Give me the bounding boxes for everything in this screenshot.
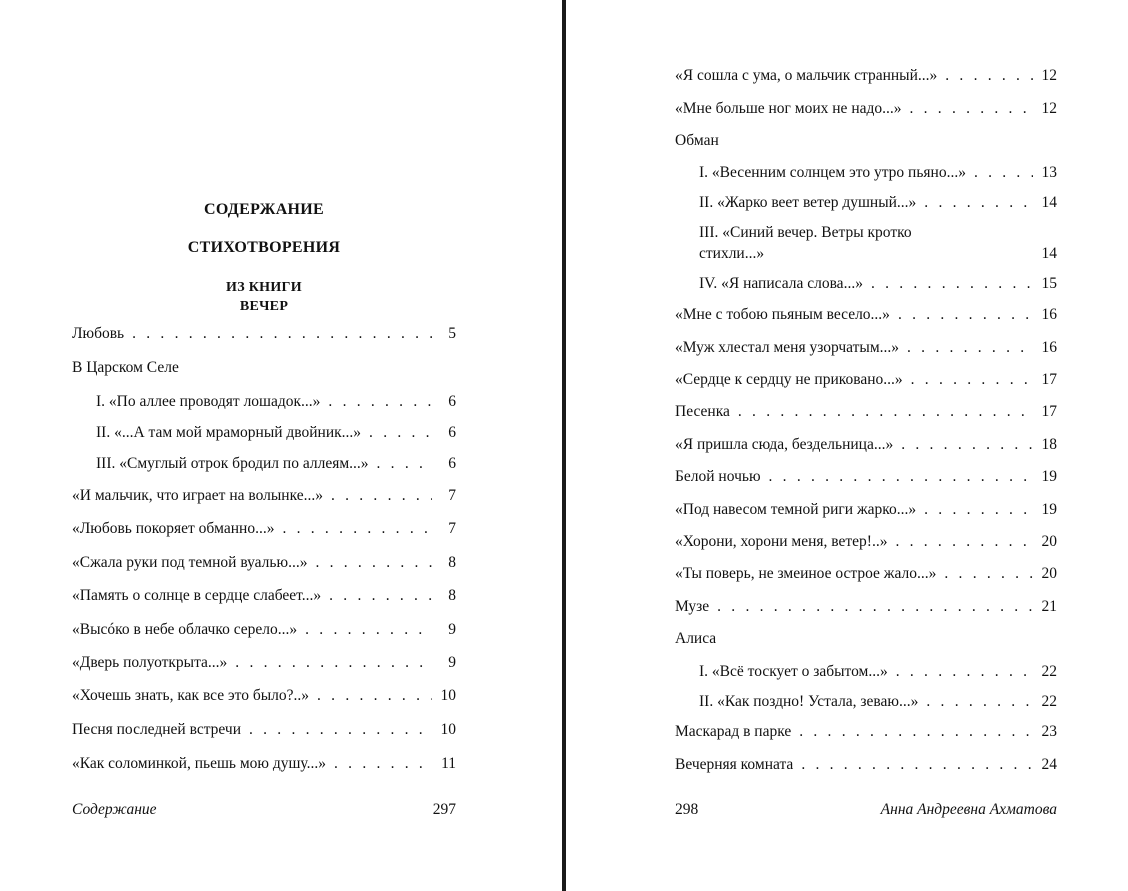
toc-entry-page: 22 bbox=[1041, 693, 1057, 710]
toc-entry-title: Белой ночью bbox=[675, 468, 761, 485]
toc-section[interactable] bbox=[675, 131, 1057, 151]
dot-leader bbox=[717, 597, 1033, 617]
left-footer-title bbox=[72, 800, 157, 820]
toc-entry-page: 9 bbox=[448, 621, 456, 638]
poems-heading: СТИХОТВОРЕНИЯ bbox=[187, 239, 341, 256]
dot-leader bbox=[249, 720, 432, 740]
dot-leader bbox=[926, 692, 1033, 712]
dot-leader bbox=[305, 620, 432, 640]
running-author: Анна Андреевна Ахматова bbox=[880, 801, 1057, 818]
dot-leader bbox=[896, 662, 1033, 682]
toc-entry[interactable] bbox=[675, 722, 1057, 742]
toc-entry-title: Маскарад в парке bbox=[675, 723, 792, 740]
right-footer-author bbox=[817, 800, 1057, 820]
toc-entry-title: «Любовь покоряет обманно...» bbox=[72, 520, 275, 537]
toc-section[interactable] bbox=[675, 629, 1057, 649]
toc-section-title: В Царском Селе bbox=[72, 359, 179, 376]
toc-entry-title: «Сжала руки под темной вуалью...» bbox=[72, 554, 308, 571]
toc-entry-title: «Высóко в небе облачко серело...» bbox=[72, 621, 298, 638]
toc-entry-page: 7 bbox=[448, 487, 456, 504]
toc-entry-page: 21 bbox=[1041, 598, 1057, 615]
toc-entry-title: «И мальчик, что играет на волынке...» bbox=[72, 487, 323, 504]
toc-entry-page: 6 bbox=[448, 393, 456, 410]
dot-leader bbox=[944, 564, 1033, 584]
toc-entry[interactable] bbox=[675, 564, 1057, 584]
toc-entry-page: 17 bbox=[1041, 371, 1057, 388]
toc-entry-page: 8 bbox=[448, 587, 456, 604]
toc-entry-title: «Память о солнце в сердце слабеет...» bbox=[72, 587, 322, 604]
dot-leader bbox=[945, 66, 1033, 86]
toc-entry-title: Любовь bbox=[72, 325, 125, 342]
right-page-number: 298 bbox=[675, 801, 699, 818]
toc-section[interactable] bbox=[72, 358, 456, 378]
toc-entry[interactable] bbox=[72, 324, 456, 344]
toc-entry[interactable] bbox=[675, 435, 1057, 455]
dot-leader bbox=[235, 653, 432, 673]
book-heading-line1: ИЗ КНИГИ bbox=[226, 280, 302, 295]
toc-subentry[interactable] bbox=[72, 392, 456, 412]
dot-leader bbox=[317, 686, 432, 706]
toc-entry-title: «Как соломинкой, пьешь мою душу...» bbox=[72, 755, 327, 772]
toc-entry[interactable] bbox=[675, 467, 1057, 487]
right-page bbox=[566, 0, 1128, 891]
toc-entry[interactable] bbox=[675, 755, 1057, 775]
toc-entry-page: 14 bbox=[1041, 194, 1057, 211]
toc-entry-page: 8 bbox=[448, 554, 456, 571]
dot-leader bbox=[924, 500, 1033, 520]
toc-subentry[interactable] bbox=[675, 662, 1057, 682]
toc-entry-title: «Муж хлестал меня узорчатым...» bbox=[675, 339, 900, 356]
toc-entry[interactable] bbox=[72, 586, 456, 606]
toc-subentry[interactable] bbox=[675, 692, 1057, 712]
toc-entry-title: Музе bbox=[675, 598, 710, 615]
toc-entry[interactable] bbox=[675, 370, 1057, 390]
toc-entry[interactable] bbox=[675, 305, 1057, 325]
toc-entry[interactable] bbox=[675, 532, 1057, 552]
toc-entry[interactable] bbox=[675, 500, 1057, 520]
toc-entry-page: 14 bbox=[1041, 245, 1057, 262]
dot-leader bbox=[334, 754, 432, 774]
toc-subentry[interactable] bbox=[72, 423, 456, 443]
dot-leader bbox=[282, 519, 432, 539]
toc-entry-page: 22 bbox=[1041, 663, 1057, 680]
dot-leader bbox=[974, 163, 1033, 183]
toc-entry-page: 15 bbox=[1041, 275, 1057, 292]
toc-entry-page: 7 bbox=[448, 520, 456, 537]
dot-leader bbox=[329, 586, 432, 606]
toc-subentry[interactable] bbox=[675, 163, 1057, 183]
toc-entry-page: 20 bbox=[1041, 565, 1057, 582]
dot-leader bbox=[801, 755, 1033, 775]
toc-entry-page: 23 bbox=[1041, 723, 1057, 740]
dot-leader bbox=[799, 722, 1033, 742]
dot-leader bbox=[924, 193, 1033, 213]
toc-entry-page: 20 bbox=[1041, 533, 1057, 550]
toc-entry-page: 16 bbox=[1041, 306, 1057, 323]
toc-entry[interactable] bbox=[675, 338, 1057, 358]
toc-entry-page: 10 bbox=[440, 721, 456, 738]
toc-entry-title: «Мне с тобою пьяным весело...» bbox=[675, 306, 890, 323]
dot-leader bbox=[738, 402, 1033, 422]
toc-entry-title: «Мне больше ног моих не надо...» bbox=[675, 100, 902, 117]
toc-entry-title: «Хочешь знать, как все это было?..» bbox=[72, 687, 310, 704]
toc-entry[interactable] bbox=[72, 486, 456, 506]
toc-entry[interactable] bbox=[675, 66, 1057, 86]
toc-entry-title: I. «Всё тоскует о забытом...» bbox=[699, 663, 888, 680]
dot-leader bbox=[315, 553, 432, 573]
toc-subentry-multiline[interactable] bbox=[675, 223, 1057, 264]
toc-entry-page: 12 bbox=[1041, 67, 1057, 84]
toc-subentry[interactable] bbox=[675, 274, 1057, 294]
toc-entry[interactable] bbox=[675, 597, 1057, 617]
toc-entry-title: II. «Как поздно! Устала, зеваю...» bbox=[699, 693, 919, 710]
toc-entry[interactable] bbox=[72, 754, 456, 774]
toc-entry-title: IV. «Я написала слова...» bbox=[699, 275, 863, 292]
toc-entry-page: 12 bbox=[1041, 100, 1057, 117]
dot-leader bbox=[331, 486, 432, 506]
toc-entry-title: II. «Жарко веет ветер душный...» bbox=[699, 194, 917, 211]
toc-entry-title: «Под навесом темной риги жарко...» bbox=[675, 501, 917, 518]
toc-entry-title: Песня последней встречи bbox=[72, 721, 241, 738]
toc-entry-page: 6 bbox=[448, 455, 456, 472]
toc-entry[interactable] bbox=[72, 686, 456, 706]
toc-entry[interactable] bbox=[72, 553, 456, 573]
dot-leader bbox=[769, 467, 1033, 487]
toc-entry-title: «Я сошла с ума, о мальчик странный...» bbox=[675, 67, 938, 84]
dot-leader bbox=[871, 274, 1033, 294]
toc-entry[interactable] bbox=[675, 99, 1057, 119]
toc-entry-title: I. «Весенним солнцем это утро пьяно...» bbox=[699, 164, 966, 181]
dot-leader bbox=[901, 435, 1033, 455]
toc-entry-page: 10 bbox=[440, 687, 456, 704]
toc-entry-title-continued: стихли...» bbox=[699, 245, 765, 262]
toc-entry-title: I. «По аллее проводят лошадок...» bbox=[96, 393, 321, 410]
toc-entry[interactable] bbox=[72, 653, 456, 673]
toc-section-title: Обман bbox=[675, 132, 719, 149]
toc-entry-page: 17 bbox=[1041, 403, 1057, 420]
toc-entry-page: 5 bbox=[448, 325, 456, 342]
toc-entry-title: Песенка bbox=[675, 403, 730, 420]
toc-entry-page: 18 bbox=[1041, 436, 1057, 453]
running-title: Содержание bbox=[72, 801, 157, 818]
toc-entry-page: 13 bbox=[1041, 164, 1057, 181]
dot-leader bbox=[907, 338, 1033, 358]
toc-entry-page: 19 bbox=[1041, 468, 1057, 485]
toc-subentry[interactable] bbox=[72, 454, 456, 474]
toc-entry[interactable] bbox=[675, 402, 1057, 422]
toc-entry[interactable] bbox=[72, 519, 456, 539]
toc-entry-page: 6 bbox=[448, 424, 456, 441]
toc-entry-title: Вечерняя комната bbox=[675, 756, 794, 773]
toc-entry-page: 16 bbox=[1041, 339, 1057, 356]
toc-entry-title: III. «Смуглый отрок бродил по аллеям...» bbox=[96, 455, 369, 472]
toc-subentry[interactable] bbox=[675, 193, 1057, 213]
toc-entry-title: «Хорони, хорони меня, ветер!..» bbox=[675, 533, 888, 550]
toc-entry-title: «Ты поверь, не змеиное острое жало...» bbox=[675, 565, 937, 582]
toc-entry-title: «Дверь полуоткрыта...» bbox=[72, 654, 228, 671]
toc-entry-page: 19 bbox=[1041, 501, 1057, 518]
dot-leader bbox=[369, 423, 432, 443]
dot-leader bbox=[377, 454, 432, 474]
toc-entry-page: 9 bbox=[448, 654, 456, 671]
toc-entry[interactable] bbox=[72, 620, 456, 640]
toc-entry-title: II. «...А там мой мраморный двойник...» bbox=[96, 424, 362, 441]
left-page bbox=[0, 0, 562, 891]
dot-leader bbox=[910, 99, 1034, 119]
toc-entry-page: 11 bbox=[441, 755, 456, 772]
dot-leader bbox=[328, 392, 432, 412]
toc-entry-title: «Сердце к сердцу не приковано...» bbox=[675, 371, 903, 388]
dot-leader bbox=[911, 370, 1033, 390]
left-page-number: 297 bbox=[432, 801, 456, 818]
book-heading-line2: ВЕЧЕР bbox=[239, 299, 289, 314]
dot-leader bbox=[132, 324, 432, 344]
toc-section-title: Алиса bbox=[675, 630, 717, 647]
dot-leader bbox=[895, 532, 1033, 552]
contents-heading: СОДЕРЖАНИЕ bbox=[203, 201, 325, 218]
toc-entry[interactable] bbox=[72, 720, 456, 740]
toc-entry-page: 24 bbox=[1041, 756, 1057, 773]
toc-entry-title: «Я пришла сюда, бездельница...» bbox=[675, 436, 894, 453]
dot-leader bbox=[898, 305, 1033, 325]
toc-entry-title: III. «Синий вечер. Ветры кротко bbox=[699, 224, 912, 241]
